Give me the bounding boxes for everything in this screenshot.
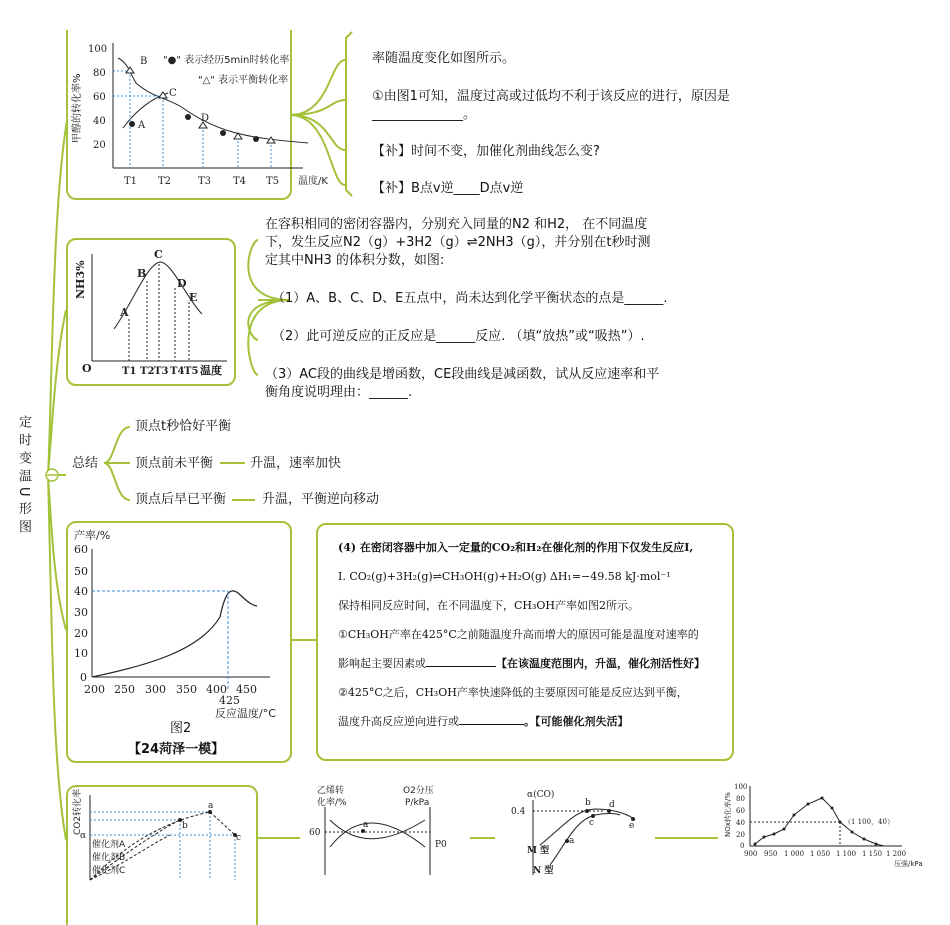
- fig4-ytick-60: 60: [736, 807, 745, 815]
- top-line-2: ①由图1可知，温度过高或过低均不利于该反应的进行，原因是______________。: [372, 89, 730, 122]
- pt-d: D: [177, 277, 187, 290]
- tick-t2: T2: [140, 366, 155, 377]
- fig4-ylabel: NOx转化率/%: [724, 792, 732, 837]
- root-title: 定时变温U形图: [16, 415, 31, 538]
- fig2-source: 【24菏泽一模】: [128, 742, 225, 757]
- q4-line-2: I. CO₂(g)+3H₂(g)⇌CH₃OH(g)+H₂O(g) ΔH₁=−49.58 kJ·mol⁻¹: [338, 570, 671, 583]
- fig2b-yr1: O2分压: [403, 786, 434, 796]
- y-tick-80: 80: [93, 68, 106, 79]
- fig2b-a: a: [363, 820, 369, 830]
- legend-dot: "●" 表示经历5min时转化率: [163, 55, 290, 66]
- y-tick-60: 60: [93, 92, 106, 103]
- fig3-m: M 型: [527, 846, 550, 856]
- fig2-xlabel: 反应温度/°C: [215, 707, 276, 720]
- fig4-xtick-1150: 1 150: [862, 850, 883, 858]
- fig2-chart: [70, 525, 290, 725]
- fig1-pt-b: b: [182, 821, 188, 831]
- fig2-caption: 图2: [170, 721, 192, 736]
- fig2b-yr2: P/kPa: [405, 798, 430, 808]
- fig2-xtick-300: 300: [145, 683, 166, 696]
- pt-e: E: [189, 291, 198, 304]
- summary-note-2: 升温，平衡逆向移动: [262, 492, 380, 507]
- fig4-ann: （1 100，40）: [844, 818, 894, 826]
- fig2-xtick-450: 450: [236, 683, 257, 696]
- mid-figure-chart: [72, 244, 232, 384]
- fig3-pt-b: b: [585, 798, 591, 808]
- summary-item-1: 顶点t秒恰好平衡: [135, 419, 232, 434]
- x-tick-t5: T5: [266, 176, 280, 187]
- fig4-xlabel: 压强/kPa: [894, 860, 923, 868]
- fig2-ylabel: 产率/%: [74, 529, 111, 542]
- fig4-xtick-1200: 1 200: [886, 850, 907, 858]
- q4-line-6: ②425°C之后，CH₃OH产率快速降低的主要原因可能是反应达到平衡，: [338, 686, 688, 699]
- q4-line-1: (4) 在密闭容器中加入一定量的CO₂和H₂在催化剂的作用下仅发生反应I,: [338, 541, 694, 554]
- fig2b-p0: P0: [435, 840, 447, 850]
- fig3-yl: α(CO): [527, 790, 555, 800]
- summary-item-2: 顶点前未平衡: [135, 456, 214, 471]
- fig4-ytick-20: 20: [736, 831, 745, 839]
- fig4-xtick-950: 950: [764, 850, 778, 858]
- fig2-x425: 425: [219, 694, 240, 707]
- fig3-pt-a: a: [569, 836, 575, 846]
- x-tick-t2: T2: [158, 176, 172, 187]
- fig1-pt-c: c: [236, 833, 242, 843]
- y-tick-100: 100: [88, 44, 108, 55]
- top-line-1: 率随温度变化如图所示。: [372, 51, 516, 66]
- fig3-pt-e: e: [629, 821, 635, 831]
- summary-label: 总结: [72, 456, 99, 471]
- y-tick-40: 40: [93, 116, 106, 127]
- fig2b-yl1: 乙烯转: [317, 786, 345, 796]
- q4-line-5b: 【在该温度范围内，升温，催化剂活性好】: [496, 657, 705, 670]
- fig1-pt-a: a: [208, 801, 214, 811]
- pt-b: B: [137, 267, 147, 280]
- pt-c: C: [154, 248, 163, 261]
- fig2-ytick-0: 0: [80, 671, 87, 684]
- fig4-xtick-1050: 1 050: [810, 850, 831, 858]
- tick-t1: T1: [122, 366, 137, 377]
- mid-q2: （2）此可逆反应的正反应是______反应. （填“放热”或“吸热”）.: [272, 329, 645, 344]
- fig4-ytick-0: 0: [740, 842, 745, 850]
- fig2-ytick-10: 10: [74, 647, 88, 660]
- fig2-xtick-250: 250: [114, 683, 135, 696]
- point-label-c: C: [169, 88, 177, 99]
- fig2-ytick-50: 50: [74, 565, 88, 578]
- q4-line-3: 保持相同反应时间，在不同温度下，CH₃OH产率如图2所示。: [338, 599, 640, 612]
- y-axis-label: 甲醇的转化率%: [72, 73, 83, 143]
- mid-q1: （1）A、B、C、D、E五点中，尚未达到化学平衡状态的点是______.: [272, 291, 668, 306]
- point-label-a: A: [138, 120, 146, 131]
- fig4-ytick-80: 80: [736, 795, 745, 803]
- fig2-xtick-400: 400: [206, 683, 227, 696]
- q4-line-7b: 。【可能催化剂失活】: [524, 715, 629, 728]
- q4-text: [338, 533, 728, 736]
- fig2b-yl2: 化率/%: [317, 798, 347, 808]
- bottom-fig1-chart: [70, 790, 270, 890]
- fig3-pt-c: c: [589, 818, 595, 828]
- top-line-3: 【补】时间不变，加催化剂曲线怎么变?: [372, 144, 600, 159]
- tick-t3: T3: [154, 366, 169, 377]
- y-tick-20: 20: [93, 140, 106, 151]
- fig3-n: N 型: [533, 866, 554, 876]
- fig4-xtick-900: 900: [744, 850, 758, 858]
- top-figure-chart: [68, 38, 328, 198]
- ylabel-nh3: NH3%: [74, 260, 87, 299]
- origin-label: O: [82, 362, 92, 375]
- q4-line-7: [338, 707, 728, 736]
- q4-line-4: ①CH₃OH产率在425°C之前随温度升高而增大的原因可能是温度对速率的: [338, 628, 699, 641]
- fig1-ylabel: CO2转化率: [73, 788, 83, 835]
- top-line-4: 【补】B点v逆____D点v逆: [372, 181, 524, 196]
- fig4-xtick-1000: 1 000: [784, 850, 805, 858]
- fig1-alpha: α: [80, 831, 87, 841]
- mid-intro: 在容积相同的密闭容器内，分别充入同量的N2 和H2， 在不同温度下，发生反应N2（g）+3H2（g）⇌2NH3（g），并分别在t秒时测定其中NH3 的体积分数，如图:: [265, 217, 651, 268]
- xlabel-temp: 温度: [200, 364, 222, 377]
- bottom-fig2-chart: [305, 785, 465, 885]
- tick-t4: T4: [170, 366, 185, 377]
- x-tick-t4: T4: [233, 176, 247, 187]
- top-text-bracket: [344, 30, 364, 200]
- fig1-cat-b: 催化剂B: [92, 853, 126, 863]
- x-tick-t1: T1: [124, 176, 138, 187]
- point-label-b: B: [140, 56, 148, 67]
- fig2-ytick-60: 60: [74, 543, 88, 556]
- fig2-ytick-40: 40: [74, 585, 88, 598]
- bottom-fig3-chart: [505, 785, 665, 885]
- fig1-cat-c: 催化剂C: [92, 866, 126, 876]
- fig4-ytick-40: 40: [736, 819, 745, 827]
- x-axis-label: 温度/K: [298, 176, 328, 187]
- pt-a: A: [120, 306, 129, 319]
- fig1-cat-a: 催化剂A: [92, 840, 126, 850]
- summary-item-3: 顶点后早已平衡: [135, 492, 227, 507]
- fig2-ytick-20: 20: [74, 627, 88, 640]
- summary-note-1: 升温，速率加快: [250, 456, 342, 471]
- fig2-ytick-30: 30: [74, 606, 88, 619]
- fig2-xtick-350: 350: [176, 683, 197, 696]
- q4-line-5: [338, 649, 728, 678]
- fig3-pt-d: d: [609, 800, 615, 810]
- q4-line-7a: 温度升高反应逆向进行或: [338, 715, 459, 728]
- mid-q3: （3）AC段的曲线是增函数，CE段曲线是减函数，试从反应速率和平衡角度说明理由：______.: [265, 367, 660, 400]
- fig4-xtick-1100: 1 100: [836, 850, 857, 858]
- fig2b-y60: 60: [309, 828, 321, 838]
- fig4-ytick-100: 100: [734, 783, 748, 791]
- point-label-d: D: [201, 113, 210, 124]
- fig3-y04: 0.4: [511, 807, 526, 817]
- fig2-xtick-200: 200: [84, 683, 105, 696]
- q4-line-5a: 影响起主要因素或: [338, 657, 426, 670]
- x-tick-t3: T3: [198, 176, 212, 187]
- bottom-fig4-chart: [722, 782, 922, 872]
- legend-triangle: "△" 表示平衡转化率: [198, 75, 289, 86]
- tick-t5: T5: [184, 366, 199, 377]
